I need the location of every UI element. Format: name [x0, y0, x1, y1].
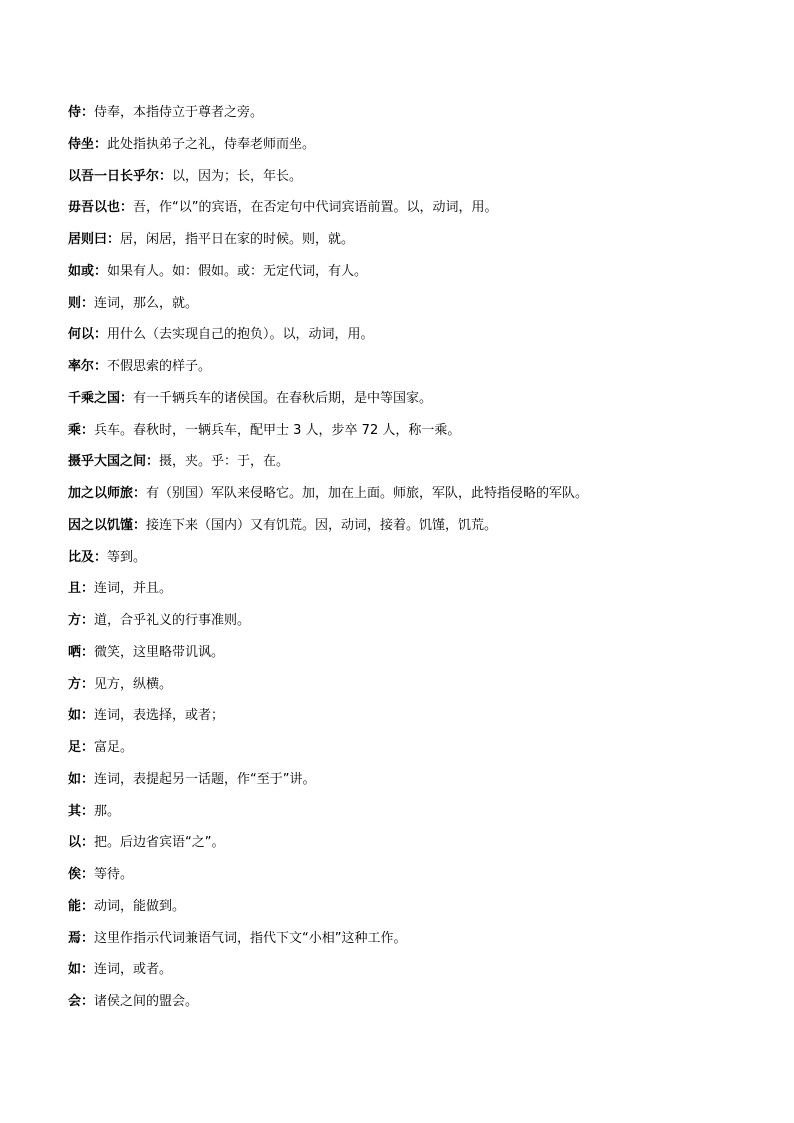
entry-term: 能：	[68, 898, 95, 914]
entry-term: 何以：	[68, 327, 108, 343]
entry-term: 侍：	[68, 105, 95, 120]
glossary-entry	[68, 891, 748, 923]
glossary-entry	[68, 827, 748, 859]
glossary-entry	[68, 605, 748, 637]
entry-term: 毋吾以也：	[68, 200, 134, 216]
entry-definition: 等待。	[94, 867, 134, 882]
glossary-entry	[68, 573, 748, 605]
glossary-entry	[68, 192, 748, 224]
entry-definition: 微笑，这里略带讥讽。	[94, 644, 225, 660]
glossary-entry	[68, 796, 748, 828]
glossary-entry	[68, 764, 748, 796]
entry-definition: 那。	[94, 803, 121, 819]
glossary-entry	[68, 510, 748, 542]
entry-term: 方：	[68, 676, 95, 692]
entry-term: 率尔：	[68, 359, 108, 374]
entry-definition: 连词，那么，就。	[94, 295, 199, 311]
glossary-entry	[68, 732, 748, 764]
entry-definition: 连词，并且。	[94, 581, 173, 597]
entry-term: 加之以师旅：	[68, 486, 147, 501]
entry-definition: 侍奉，本指侍立于尊者之旁。	[94, 105, 264, 120]
entry-definition: 不假思索的样子。	[107, 359, 212, 374]
glossary-entry	[68, 923, 748, 955]
entry-term: 以：	[68, 835, 95, 851]
entry-definition: 此处指执弟子之礼，侍奉老师而坐。	[107, 136, 316, 152]
entry-term: 哂：	[68, 644, 95, 660]
entry-definition: 接连下来（国内）又有饥荒。因，动词，接着。饥馑，饥荒。	[146, 517, 498, 533]
entry-definition: 连词，或者。	[94, 962, 173, 978]
entry-term: 会：	[68, 994, 95, 1009]
glossary-entry	[68, 288, 748, 320]
entry-term: 如：	[68, 771, 95, 787]
entry-definition: 用什么（去实现自己的抱负）。以，动词，用。	[107, 327, 374, 343]
glossary-list	[68, 97, 748, 1018]
entry-definition: 道，合乎礼义的行事准则。	[94, 613, 251, 628]
entry-term: 俟：	[68, 867, 95, 882]
glossary-entry	[68, 383, 748, 415]
entry-definition: 把。后边省宾语“之”。	[94, 835, 225, 851]
glossary-entry	[68, 351, 748, 383]
glossary-entry	[68, 637, 748, 669]
entry-term: 足：	[68, 740, 95, 755]
entry-term: 比及：	[68, 549, 108, 565]
entry-definition: 有一千辆兵车的诸侯国。在春秋后期，是中等国家。	[133, 390, 433, 406]
entry-term: 侍坐：	[68, 136, 108, 152]
entry-definition: 连词，表提起另一话题，作“至于”讲。	[94, 771, 316, 787]
glossary-entry	[68, 859, 748, 891]
entry-term: 则：	[68, 295, 95, 311]
entry-definition: 诸侯之间的盟会。	[94, 994, 199, 1009]
entry-term: 因之以饥馑：	[68, 517, 147, 533]
glossary-entry	[68, 700, 748, 732]
entry-definition: 兵车。春秋时，一辆兵车，配甲士 3 人，步卒 72 人，称一乘。	[94, 422, 461, 438]
entry-definition: 摄，夹。乎：于，在。	[159, 454, 290, 470]
glossary-entry	[68, 224, 748, 256]
glossary-entry	[68, 97, 748, 129]
entry-definition: 等到。	[107, 549, 147, 565]
entry-term: 其：	[68, 803, 95, 819]
glossary-entry	[68, 542, 748, 574]
glossary-entry	[68, 986, 748, 1018]
glossary-entry	[68, 415, 748, 447]
entry-definition: 见方，纵横。	[94, 676, 173, 692]
entry-term: 居则曰：	[68, 232, 121, 247]
entry-term: 乘：	[68, 422, 95, 438]
entry-term: 如：	[68, 962, 95, 978]
entry-definition: 如果有人。如：假如。或：无定代词，有人。	[107, 263, 368, 279]
glossary-entry	[68, 256, 748, 288]
glossary-entry	[68, 319, 748, 351]
entry-definition: 富足。	[94, 740, 134, 755]
entry-definition: 动词，能做到。	[94, 898, 186, 914]
entry-definition: 居，闲居，指平日在家的时候。则，就。	[120, 232, 355, 247]
entry-term: 千乘之国：	[68, 390, 134, 406]
entry-term: 摄乎大国之间：	[68, 454, 160, 470]
glossary-entry	[68, 669, 748, 701]
entry-term: 焉：	[68, 930, 95, 946]
entry-definition: 连词，表选择，或者；	[94, 708, 225, 724]
entry-definition: 有（别国）军队来侵略它。加，加在上面。师旅，军队，此特指侵略的军队。	[146, 486, 589, 501]
entry-term: 如或：	[68, 263, 108, 279]
entry-definition: 吾，作“以”的宾语，在否定句中代词宾语前置。以，动词，用。	[133, 200, 498, 216]
glossary-entry	[68, 478, 748, 510]
entry-term: 方：	[68, 613, 95, 628]
entry-definition: 以，因为；长，年长。	[172, 168, 303, 184]
entry-term: 以吾一日长乎尔：	[68, 168, 173, 184]
glossary-entry	[68, 161, 748, 193]
entry-term: 如：	[68, 708, 95, 724]
glossary-entry	[68, 446, 748, 478]
glossary-entry	[68, 129, 748, 161]
entry-term: 且：	[68, 581, 95, 597]
entry-definition: 这里作指示代词兼语气词，指代下文“小相”这种工作。	[94, 930, 407, 946]
glossary-entry	[68, 954, 748, 986]
